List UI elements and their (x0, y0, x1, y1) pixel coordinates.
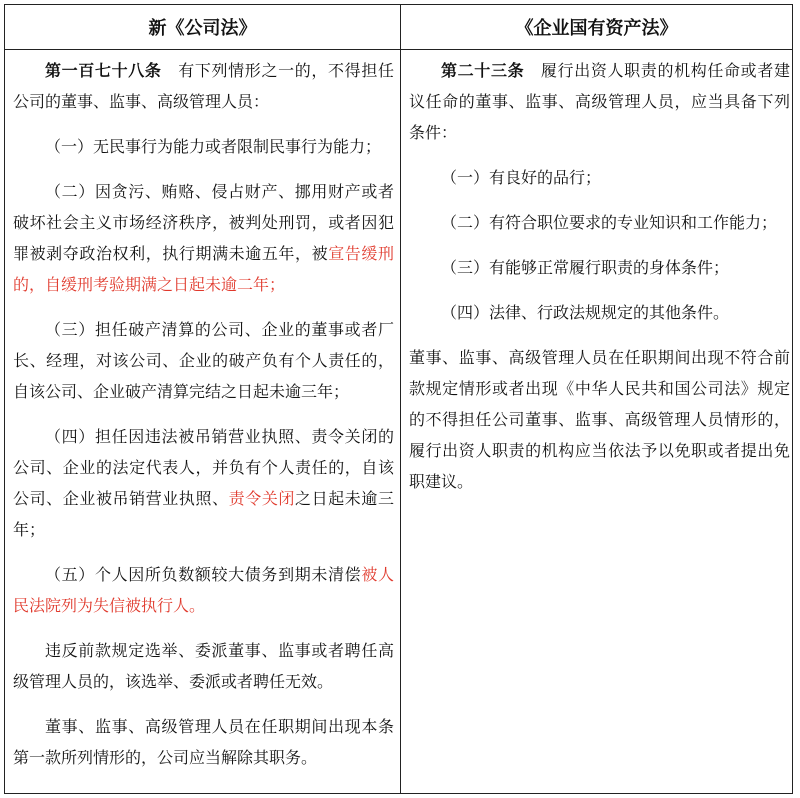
right-item-2: （二）有符合职位要求的专业知识和工作能力； (441, 213, 778, 232)
comparison-table (4, 4, 793, 794)
left-paragraph-intro (13, 55, 394, 117)
red-highlight-text: 被人民法院列为失信被执行人。 (13, 565, 394, 615)
column-divider (400, 5, 401, 793)
red-highlight-text: 宣告缓刑的，自缓刑考验期满之日起未逾二年； (13, 244, 394, 294)
left-item-1: （一）无民事行为能力或者限制民事行为能力； (45, 137, 382, 156)
header-new-company-law: 新《公司法》 (148, 18, 257, 39)
red-highlight-text: 责令关闭 (228, 489, 296, 508)
paragraph-text: （二）因贪污、贿赂、侵占财产、挪用财产或者破坏社会主义市场经济秩序，被判处刑罚，或者因犯罪被剥夺政治权利，执行期满未逾五年，被 (13, 182, 394, 263)
left-paragraph-invalid: 违反前款规定选举、委派董事、监事或者聘任高级管理人员的，该选举、委派或者聘任无效。 (13, 641, 394, 691)
header-state-owned-assets-law: 《企业国有资产法》 (515, 18, 678, 39)
right-item-3: （三）有能够正常履行职责的身体条件； (441, 258, 730, 277)
right-item-4: （四）法律、行政法规规定的其他条件。 (441, 303, 730, 322)
left-item-4 (13, 421, 394, 545)
left-paragraph-dismissal: 董事、监事、高级管理人员在任职期间出现本条第一款所列情形的，公司应当解除其职务。 (13, 717, 394, 767)
left-item-2 (13, 176, 394, 300)
article-number: 第二十三条 (441, 61, 525, 80)
paragraph-text: （五）个人因所负数额较大债务到期未清偿 (45, 565, 362, 584)
left-column-content (13, 55, 394, 773)
paragraph-text: 之日起未逾三年； (13, 489, 394, 539)
right-paragraph-intro (409, 55, 790, 148)
left-item-3: （三）担任破产清算的公司、企业的董事或者厂长、经理，对该公司、企业的破产负有个人责任的，自该公司、企业破产清算完结之日起未逾三年； (13, 320, 394, 401)
right-column-content (409, 55, 790, 497)
paragraph-text: （四）担任因违法被吊销营业执照、责令关闭的公司、企业的法定代表人，并负有个人责任的，自该公司、企业被吊销营业执照、 (13, 427, 394, 508)
right-paragraph-dismissal: 董事、监事、高级管理人员在任职期间出现不符合前款规定情形或者出现《中华人民共和国公司法》规定的不得担任公司董事、监事、高级管理人员情形的，履行出资人职责的机构应当依法予以免职或者提出免职建议。 (409, 348, 790, 491)
right-item-1: （一）有良好的品行； (441, 168, 602, 187)
article-number: 第一百七十八条 (45, 61, 162, 80)
left-item-5 (13, 559, 394, 621)
paragraph-text: 有下列情形之一的，不得担任公司的董事、监事、高级管理人员： (13, 61, 394, 111)
paragraph-text: 履行出资人职责的机构任命或者建议任命的董事、监事、高级管理人员，应当具备下列条件： (409, 61, 790, 142)
